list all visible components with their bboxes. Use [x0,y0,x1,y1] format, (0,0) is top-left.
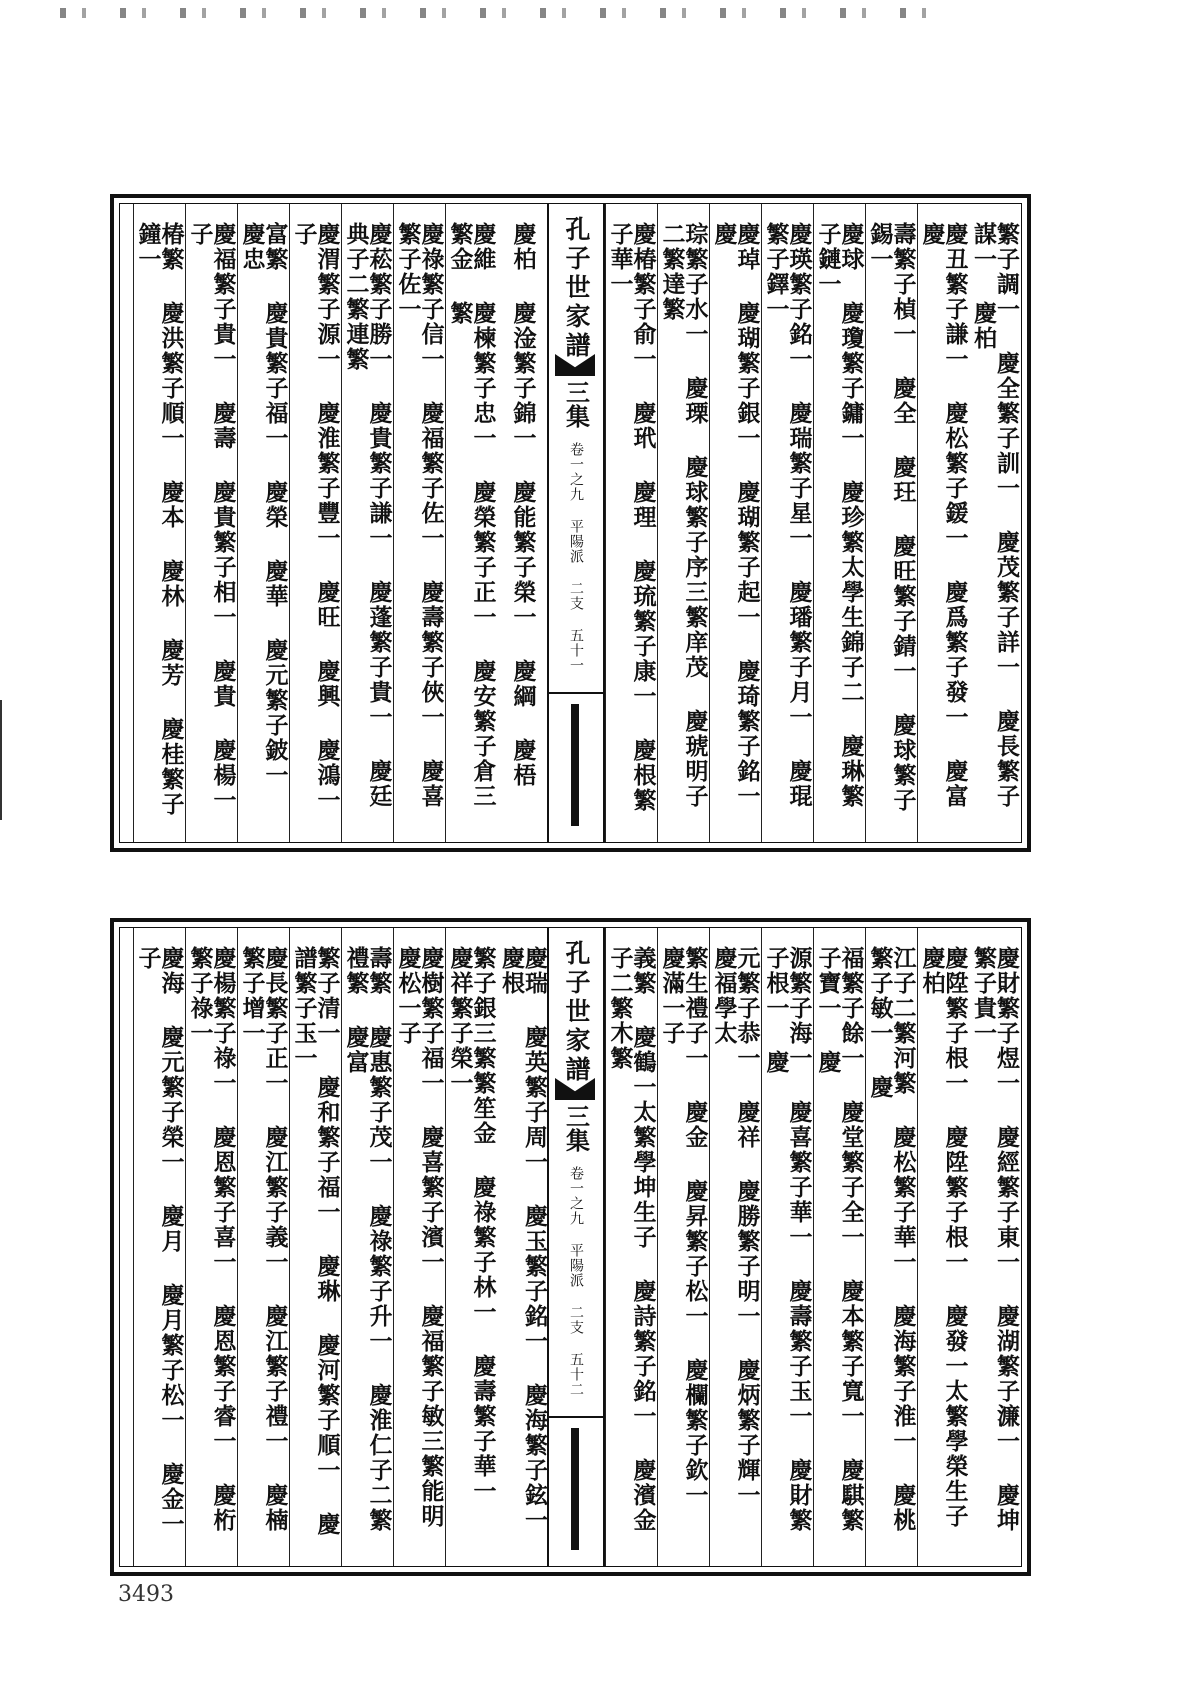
center-bar [571,1428,579,1550]
entry-column: 繁子銀三繁繁笙金 慶祿繁子林一 慶壽繁子華一 慶祥繁子榮一 [446,946,497,1504]
chapter-info: 卷一之九 平陽派 二支 五十二 [568,1166,584,1397]
entry-column: 慶福繁子貴一 慶壽 慶貴繁子相一 慶貴 慶楊一子 [186,222,237,813]
entry-column: 慶球 慶瓊繁子鏞一 慶珍繁太學生錦子二 慶琳繁子鏈一 [814,222,865,809]
entry-column: 慶楊繁子祿一 慶恩繁子喜一 慶恩繁子睿一 慶桁繁子祿一 [186,946,237,1533]
genealogy-page-bottom [110,918,1031,1576]
entry-column: 慶瑛繁子銘一 慶瑞繁子星一 慶璠繁子月一 慶琨繁子鐸一 [762,222,813,809]
genealogy-page-top [110,194,1031,852]
header-divider [549,1416,603,1418]
entry-column: 繁子調一 慶全繁子訓一 慶茂繁子詳一 慶長繁子謀一 慶柏 [970,222,1020,809]
entry-column: 慶長繁子正一 慶江繁子義一 慶江繁子禮一 慶楠繁子增一 [238,946,289,1533]
entry-column: 慶樹繁子福一 慶喜繁子濱一 慶福繁子敏三繁能明 慶松一子 [394,946,445,1529]
entry-column: 慶椿繁子俞一 慶玳 慶理 慶琉繁子康一 慶根繁子華一 [606,222,657,813]
entry-column: 江子二繁河繁 慶松繁子華一 慶海繁子淮一 慶桃繁子敏一 慶 [866,946,917,1533]
page-center-header [547,928,605,1566]
entry-column: 慶柏 慶淦繁子錦一 慶能繁子榮一 慶綱 慶梧 [509,222,537,788]
scan-header-smudge [60,8,960,18]
entry-column: 繁生禮子一 慶金 慶昇繁子松一 慶欄繁子欽一 慶滿一子 [658,946,709,1508]
book-title: 孔子世家譜 [562,216,591,361]
book-title: 孔子世家譜 [562,940,591,1085]
volume-label: 三集 [561,380,591,428]
entry-column: 壽繁 慶惠繁子茂一 慶祿繁子升一 慶淮仁子二繁禮繁 慶富 [342,946,393,1533]
entry-column: 源繁子海一 慶喜繁子華一 慶壽繁子玉一 慶財繁子根一 慶 [762,946,813,1533]
entry-column: 慶海 慶元繁子榮一 慶月 慶月繁子松一 慶金一子 [134,946,185,1537]
page-inner-border [119,927,1022,1567]
entry-column: 椿繁 慶洪繁子順一 慶本 慶林 慶芳 慶桂繁子鐘一 [134,222,185,817]
entry-column: 慶瑞 慶英繁子周一 慶玉繁子銘一 慶海繁子鉉一 慶根 [498,946,548,1533]
entry-column: 慶財繁子煜一 慶經繁子東一 慶湖繁子濂一 慶坤繁子貴一 [970,946,1020,1533]
entry-column: 慶維 慶楝繁子忠一 慶榮繁子正一 慶安繁子倉三繁金 繁 [446,222,497,809]
center-bar [571,704,579,826]
header-divider [549,692,603,694]
entry-column: 富繁 慶貴繁子福一 慶榮 慶華 慶元繁子鈹一 慶忠 [238,222,289,788]
entry-column: 慶陞繁子根一 慶陞繁子根一 慶發一太繁學榮生子 慶柏 [918,946,969,1529]
entry-column: 慶琸 慶瑚繁子銀一 慶瑚繁子起一 慶琦繁子銘一 慶 [710,222,761,809]
entry-column: 慶渭繁子源一 慶淮繁子豐一 慶旺 慶興 慶鴻一子 [290,222,341,813]
entry-column: 福繁子餘一 慶堂繁子全一 慶本繁子寬一 慶騏繁子寶一 慶 [814,946,865,1533]
page-center-header [547,204,605,842]
volume-label: 三集 [561,1104,591,1152]
entry-column: 慶祿繁子信一 慶福繁子佐一 慶壽繁子俠一 慶喜繁子佐一 [394,222,445,809]
entry-column: 琮繁子水一 慶瑮 慶球繁子序三繁庠茂 慶琥明子二繁達繁 [658,222,709,809]
entry-column: 義繁 慶鶴一太繁學坤生子 慶詩繁子銘一 慶濱金子二繁木繁 [606,946,657,1533]
entry-column: 元繁子恭一 慶祥 慶勝繁子明一 慶炳繁子輝一 慶福學太 [710,946,761,1508]
chapter-info: 卷一之九 平陽派 二支 五十一 [568,442,584,673]
entry-column: 慶丑繁子謙一 慶松繁子鍰一 慶爲繁子發一 慶富 慶 [918,222,969,809]
entry-column: 慶菘繁子勝一 慶貴繁子謙一 慶蓬繁子貴一 慶廷典子二繁連繁 [342,222,393,809]
entry-column: 繁子清一 慶和繁子福一 慶琳 慶河繁子順一 慶譜繁子玉一 [290,946,341,1537]
scan-edge-mark [0,700,2,820]
page-inner-border [119,203,1022,843]
page-number: 3493 [118,1582,174,1607]
entry-column: 壽繁子楨一 慶全 慶玨 慶旺繁子錆一 慶球繁子錫一 [866,222,917,813]
